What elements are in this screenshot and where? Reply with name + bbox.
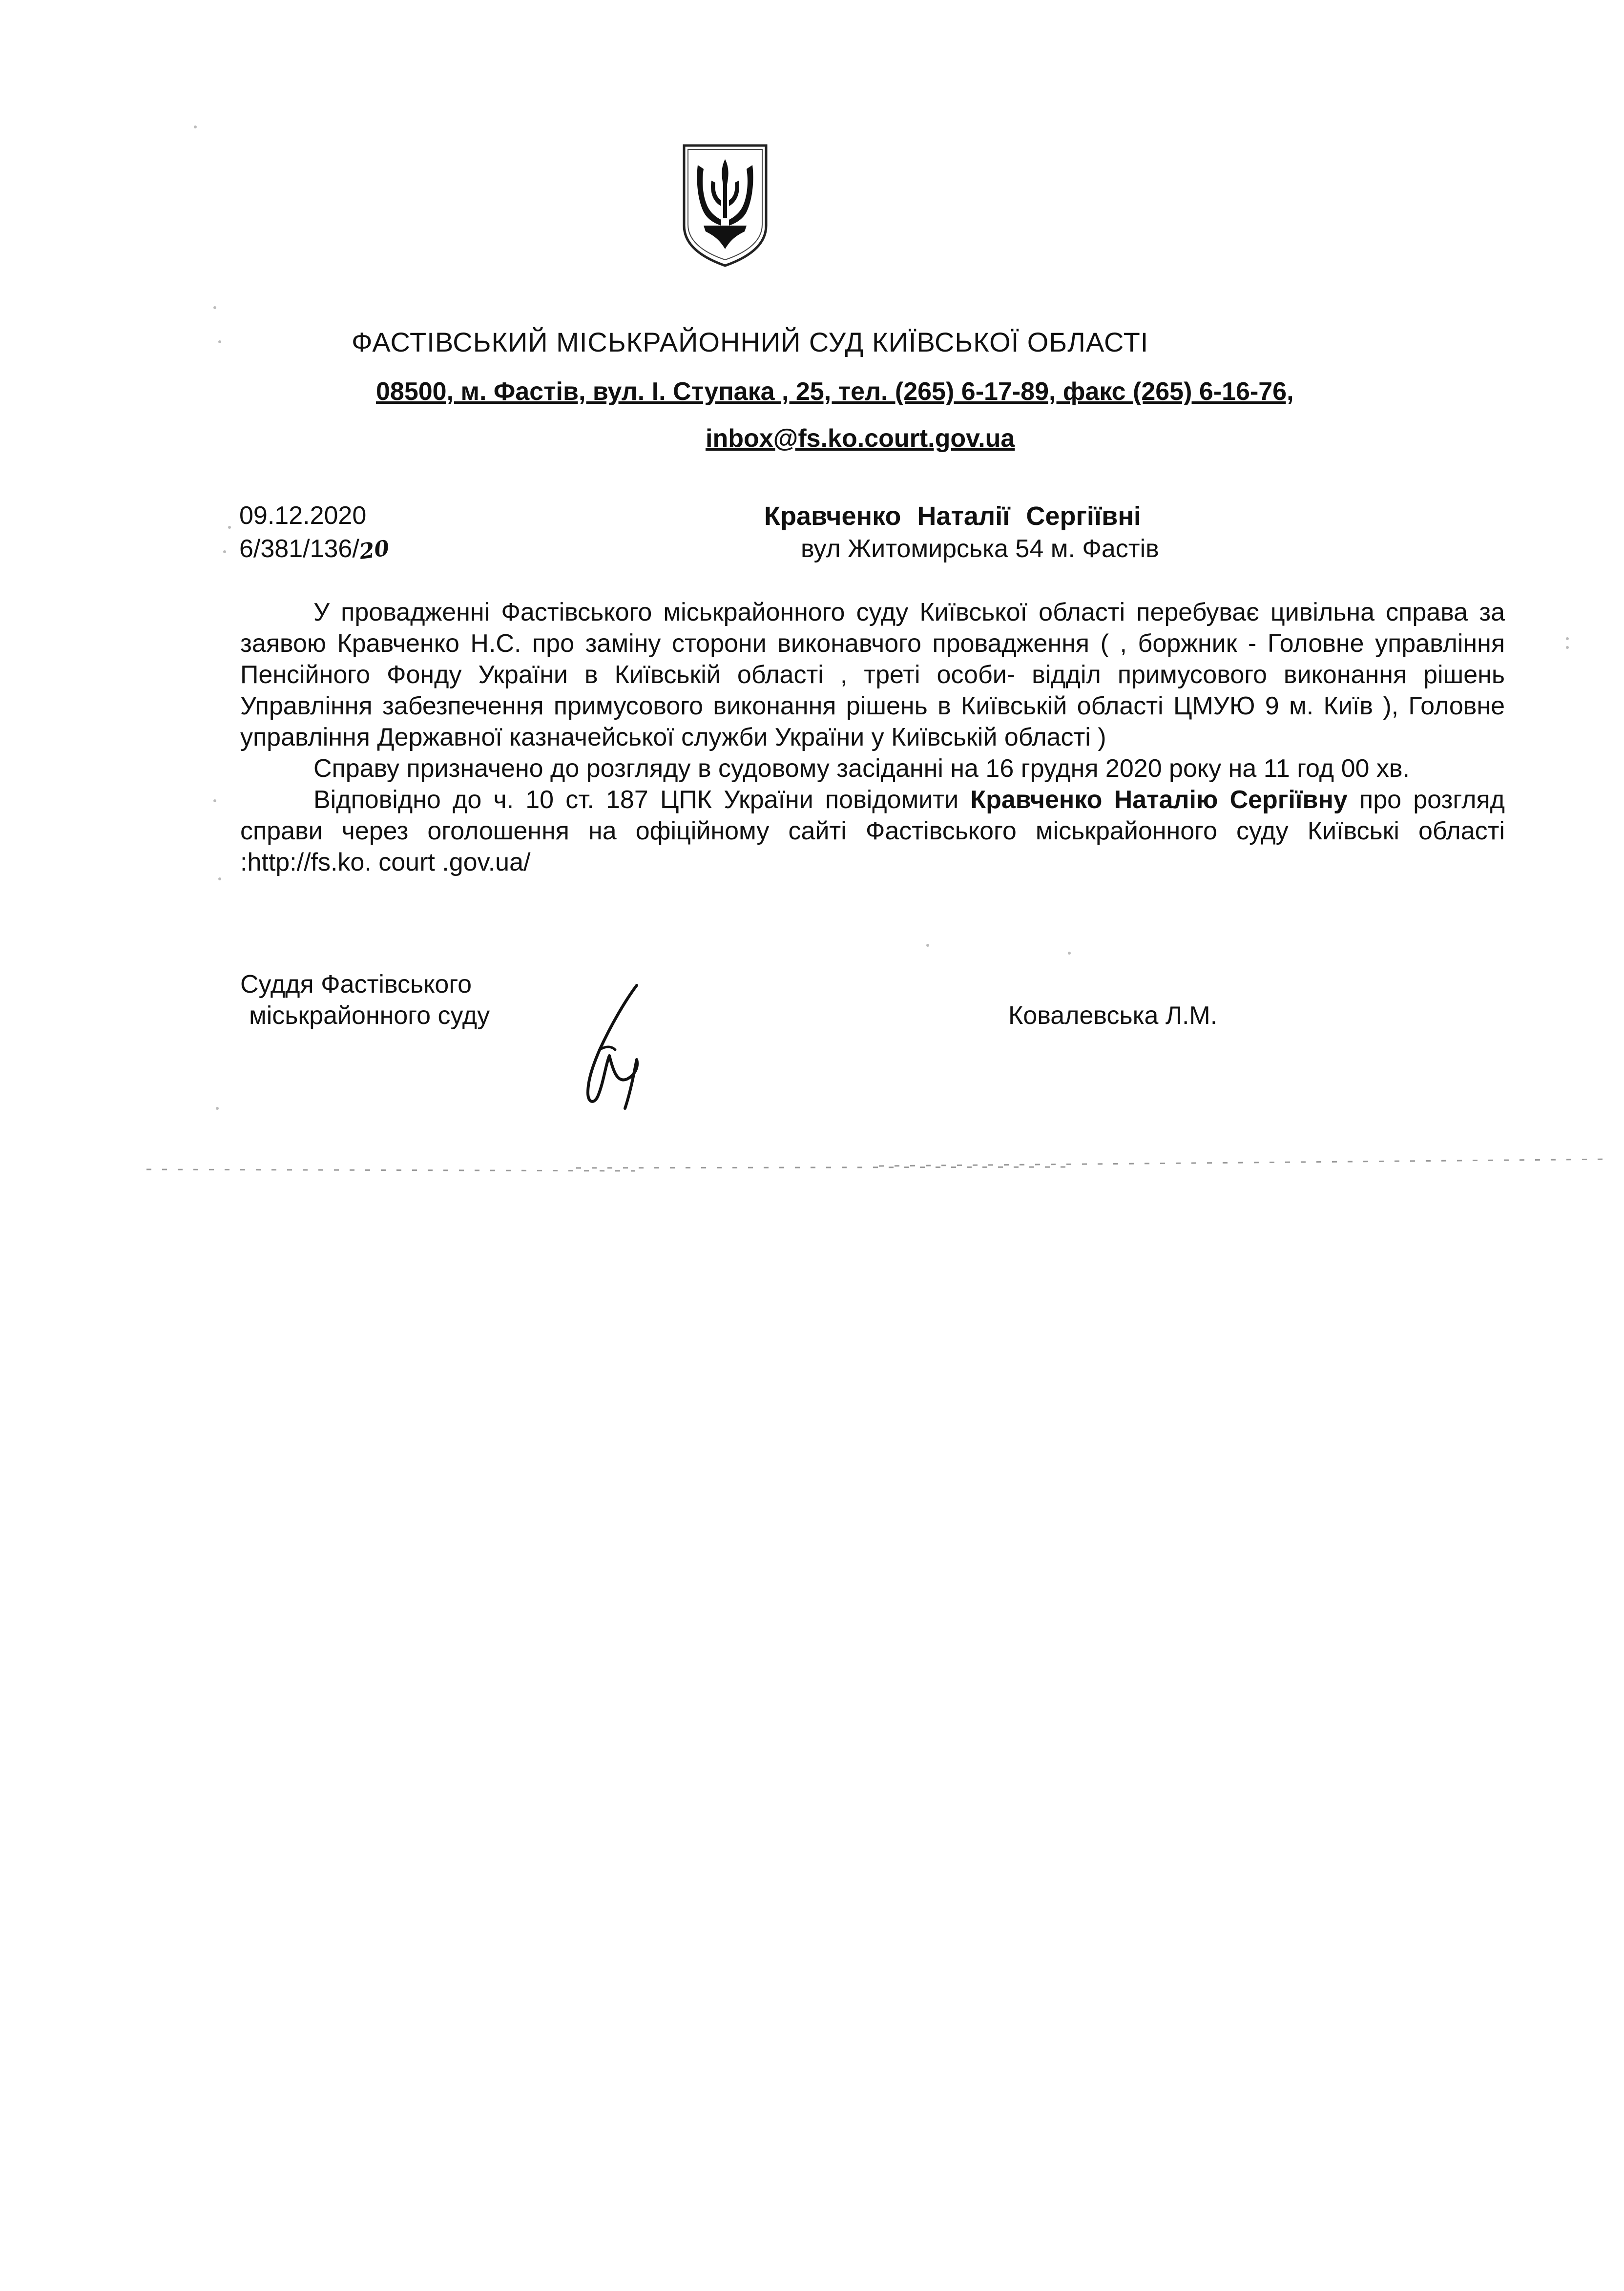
reference-number: 6/381/136/ [239,535,359,563]
paragraph-3-text-start: Відповідно до ч. 10 ст. 187 ЦПК України повідомити [313,786,971,814]
court-name: ФАСТІВСЬКИЙ МІСЬКРАЙОННИЙ СУД КИЇВСЬКОЇ ОБЛАСТІ [352,327,1149,357]
recipient-address: вул Житомирська 54 м. Фастів [801,535,1159,563]
body-paragraph-1: У провадженні Фастівського міськрайонного суду Київської області перебуває цивільна справа за заявою Кравченко Н.С. про заміну сторони виконавчого провадження ( , боржник - Головне управління Пенсійного Фонду України в Київській області , треті особи- відділ примусового виконання рішень Управління забезпечення примусового виконання рішень в Київській області ЦМУЮ 9 м. Київ ), Головне управління Державної казначейської служби України у Київській області ) [240,598,1505,751]
paragraph-3-recipient-bold: Кравченко Наталію Сергіївну [970,786,1348,814]
handwritten-signature [566,981,664,1113]
judge-name: Ковалевська Л.М. [1008,1001,1218,1030]
letter-body [240,597,1505,878]
body-paragraph-3 [240,784,1505,878]
document-reference [239,534,389,563]
judge-title [240,969,490,1031]
recipient-name: Кравченко Наталії Сергіївні [764,501,1141,531]
document-date: 09.12.2020 [239,501,367,530]
court-email: inbox@fs.ko.court.gov.ua [706,424,1015,453]
ukraine-trident-coat-of-arms-icon [676,142,774,269]
court-address: 08500, м. Фастів, вул. І. Ступака , 25, тел. (265) 6-17-89, факс (265) 6-16-76, [376,377,1294,406]
body-paragraph-2: Справу призначено до розгляду в судовому засіданні на 16 грудня 2020 року на 11 год 00 хв. [313,754,1410,783]
judge-title-line-1: Суддя Фастівського [240,970,472,999]
paragraph-3-text-end: про розгляд справи через оголошення на офіційному сайті Фастівського міськрайонного суду Київські області :http://fs.ko. court .gov.ua/ [240,786,1505,876]
judge-title-line-2: міськрайонного суду [249,1001,490,1030]
reference-handwritten-mark: 20 [357,535,391,565]
